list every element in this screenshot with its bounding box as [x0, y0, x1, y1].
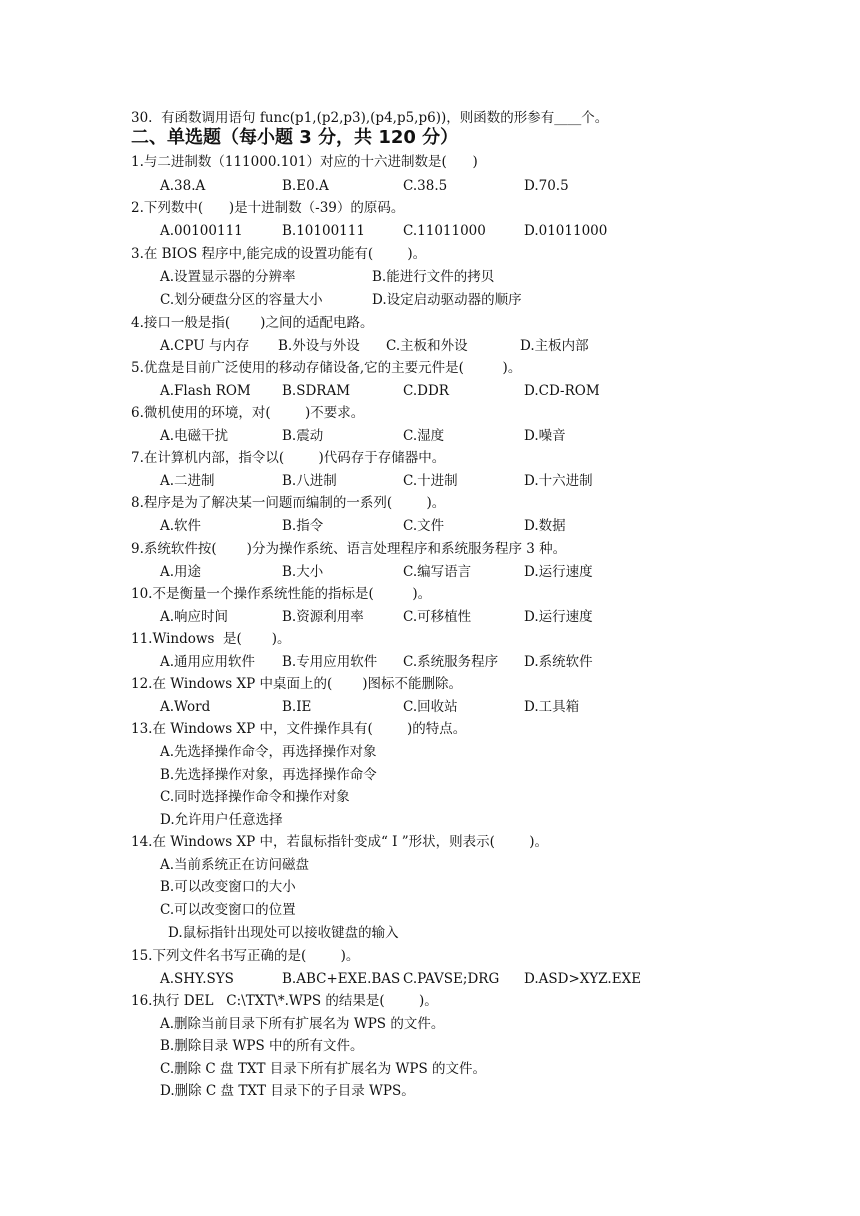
question-15-option-c: C.PAVSE;DRG [403, 971, 500, 987]
question-11-option-d: D.系统软件 [524, 654, 593, 670]
question-6-option-d: D.噪音 [524, 428, 566, 444]
question-7-option-c: C.十进制 [403, 473, 458, 489]
question-16-option-a: A.删除当前目录下所有扩展名为 WPS 的文件。 [160, 1016, 445, 1032]
question-1-option-d: D.70.5 [524, 178, 569, 194]
question-8-option-a: A.软件 [160, 518, 202, 534]
question-2-option-b: B.10100111 [282, 223, 365, 239]
question-16-option-d: D.删除 C 盘 TXT 目录下的子目录 WPS。 [160, 1083, 415, 1099]
question-7-option-b: B.八进制 [282, 473, 337, 489]
question-11-option-c: C.系统服务程序 [403, 654, 499, 670]
question-12-option-c: C.回收站 [403, 699, 458, 715]
question-3-option-b: B.能进行文件的拷贝 [372, 269, 495, 285]
question-4-option-c: C.主板和外设 [386, 338, 468, 354]
question-12-option-a: A.Word [160, 699, 211, 715]
question-2-stem: 2.下列数中( )是十进制数（-39）的原码。 [131, 200, 405, 216]
question-10-option-c: C.可移植性 [403, 609, 472, 625]
question-7-stem: 7.在计算机内部，指令以( )代码存于存储器中。 [131, 450, 446, 466]
question-14-stem: 14.在 Windows XP 中，若鼠标指针变成“ I ”形状，则表示( )。 [131, 834, 549, 850]
question-16-option-c: C.删除 C 盘 TXT 目录下所有扩展名为 WPS 的文件。 [160, 1061, 487, 1077]
question-14-option-d: D.鼠标指针出现处可以接收键盘的输入 [168, 925, 399, 941]
question-1-stem: 1.与二进制数（111000.101）对应的十六进制数是( ) [131, 154, 478, 170]
question-9-option-a: A.用途 [160, 564, 202, 580]
question-3-stem: 3.在 BIOS 程序中,能完成的设置功能有( )。 [131, 246, 427, 262]
question-6-option-c: C.湿度 [403, 428, 445, 444]
question-15-option-a: A.SHY.SYS [160, 971, 234, 987]
question-13-option-c: C.同时选择操作命令和操作对象 [160, 789, 350, 805]
question-3-option-c: C.划分硬盘分区的容量大小 [160, 292, 323, 308]
question-11-option-a: A.通用应用软件 [160, 654, 256, 670]
question-7-option-d: D.十六进制 [524, 473, 593, 489]
question-6-option-b: B.震动 [282, 428, 324, 444]
question-13-option-b: B.先选择操作对象，再选择操作命令 [160, 767, 377, 783]
question-9-option-c: C.编写语言 [403, 564, 472, 580]
question-10-option-b: B.资源利用率 [282, 609, 364, 625]
question-1-option-a: A.38.A [160, 178, 206, 194]
question-8-option-c: C.文件 [403, 518, 445, 534]
question-30-text: 30. 有函数调用语句 func(p1,(p2,p3),(p4,p5,p6))，则函数的形参有____个。 [131, 110, 609, 126]
question-9-option-b: B.大小 [282, 564, 324, 580]
question-11-option-b: B.专用应用软件 [282, 654, 378, 670]
question-6-option-a: A.电磁干扰 [160, 428, 229, 444]
question-10-option-a: A.响应时间 [160, 609, 229, 625]
question-11-stem: 11.Windows 是( )。 [131, 631, 291, 647]
section-title: 二、单选题（每小题 3 分，共 120 分） [131, 127, 459, 148]
question-4-stem: 4.接口一般是指( )之间的适配电路。 [131, 315, 374, 331]
question-5-option-c: C.DDR [403, 383, 449, 399]
question-13-option-a: A.先选择操作命令，再选择操作对象 [160, 744, 377, 760]
question-3-option-a: A.设置显示器的分辨率 [160, 269, 296, 285]
question-5-option-b: B.SDRAM [282, 383, 351, 399]
question-1-option-c: C.38.5 [403, 178, 448, 194]
question-2-option-d: D.01011000 [524, 223, 608, 239]
question-16-option-b: B.删除目录 WPS 中的所有文件。 [160, 1038, 364, 1054]
question-12-stem: 12.在 Windows XP 中桌面上的( )图标不能删除。 [131, 676, 463, 692]
question-9-stem: 9.系统软件按( )分为操作系统、语言处理程序和系统服务程序 3 种。 [131, 541, 567, 557]
question-8-option-d: D.数据 [524, 518, 566, 534]
question-5-option-a: A.Flash ROM [160, 383, 251, 399]
question-7-option-a: A.二进制 [160, 473, 215, 489]
question-15-option-b: B.ABC+EXE.BAS [282, 971, 401, 987]
question-14-option-c: C.可以改变窗口的位置 [160, 902, 296, 918]
question-5-option-d: D.CD-ROM [524, 383, 600, 399]
question-13-option-d: D.允许用户任意选择 [160, 812, 283, 828]
question-12-option-b: B.IE [282, 699, 312, 715]
question-4-option-b: B.外设与外设 [278, 338, 360, 354]
question-6-stem: 6.微机使用的环境，对( )不要求。 [131, 405, 365, 421]
question-2-option-c: C.11011000 [403, 223, 486, 239]
question-4-option-d: D.主板内部 [520, 338, 589, 354]
question-13-stem: 13.在 Windows XP 中，文件操作具有( )的特点。 [131, 721, 467, 737]
question-9-option-d: D.运行速度 [524, 564, 593, 580]
question-14-option-a: A.当前系统正在访问磁盘 [160, 857, 310, 873]
question-8-option-b: B.指令 [282, 518, 324, 534]
question-1-option-b: B.E0.A [282, 178, 329, 194]
question-2-option-a: A.00100111 [160, 223, 243, 239]
question-8-stem: 8.程序是为了解决某一问题而编制的一系列( )。 [131, 495, 446, 511]
question-10-option-d: D.运行速度 [524, 609, 593, 625]
question-14-option-b: B.可以改变窗口的大小 [160, 879, 296, 895]
question-12-option-d: D.工具箱 [524, 699, 580, 715]
question-4-option-a: A.CPU 与内存 [160, 338, 250, 354]
question-5-stem: 5.优盘是目前广泛使用的移动存储设备,它的主要元件是( )。 [131, 360, 522, 376]
question-10-stem: 10.不是衡量一个操作系统性能的指标是( )。 [131, 586, 432, 602]
question-15-stem: 15.下列文件名书写正确的是( )。 [131, 948, 360, 964]
question-3-option-d: D.设定启动驱动器的顺序 [372, 292, 522, 308]
question-16-stem: 16.执行 DEL C:\TXT\*.WPS 的结果是( )。 [131, 993, 438, 1009]
question-15-option-d: D.ASD>XYZ.EXE [524, 971, 642, 987]
